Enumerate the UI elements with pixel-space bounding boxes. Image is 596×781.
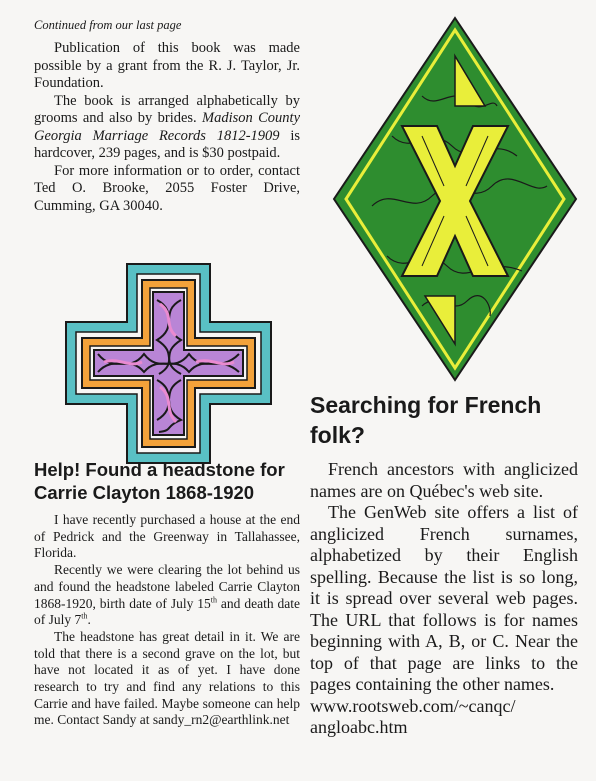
continued-note: Continued from our last page xyxy=(34,18,182,32)
french-paragraph-1: French ancestors with anglicized names are on Québec's web site. xyxy=(310,459,578,501)
french-paragraph-2: The GenWeb site offers a list of anglicized French surnames, alphabetized by their English spelling. Because the list is so long, it is spread over several web pages. The URL that follows is for names beginning with A, B, or C. Near the top of that page are links to the pages containing the other names. xyxy=(310,502,578,694)
intro-paragraph-1: Publication of this book was made possible by a grant from the R. J. Taylor, Jr. Foundation. xyxy=(34,40,300,91)
headstone-title: Help! Found a headstone for Carrie Clayton 1868-1920 xyxy=(34,459,285,503)
celtic-diamond-icon xyxy=(332,16,578,382)
book-title: Madison County Georgia Marriage Records 1812-1909 xyxy=(34,110,301,144)
headstone-paragraph-1: I have recently purchased a house at the end of Pedrick and the Greenway in Tallahassee, Florida. xyxy=(34,512,300,561)
headstone-paragraph-3: The headstone has great detail in it. We are told that there is a second grave on the lot, but have not located it as of yet. I have done research to try and find any relations to this Carrie and have failed. Maybe someone can help me. Contact Sandy at sandy_rn2@earthlink.net xyxy=(34,628,300,728)
french-url-line-1: www.rootsweb.com/~canqc/ xyxy=(310,695,516,716)
intro-paragraph-2: The book is arranged alphabetically by grooms and also by brides. Madison County Georgia Marriage Records 1812-1909 is hardcover, 239 pages, and is $30 postpaid. xyxy=(34,92,301,161)
french-url-line-2: angloabc.htm xyxy=(310,717,408,737)
french-article xyxy=(310,390,578,739)
headstone-paragraph-2: Recently we were clearing the lot behind us and found the headstone labeled Carrie Clayton 1868-1920, birth date of July 15th and death date of July 7th. xyxy=(34,562,301,628)
left-column xyxy=(34,18,300,215)
headstone-article xyxy=(34,458,300,729)
french-title: Searching for French folk? xyxy=(310,392,542,448)
celtic-cross-icon xyxy=(64,262,273,465)
intro-paragraph-3: For more information or to order, contact Ted O. Brooke, 2055 Foster Drive, Cumming, GA 30040. xyxy=(34,162,300,214)
